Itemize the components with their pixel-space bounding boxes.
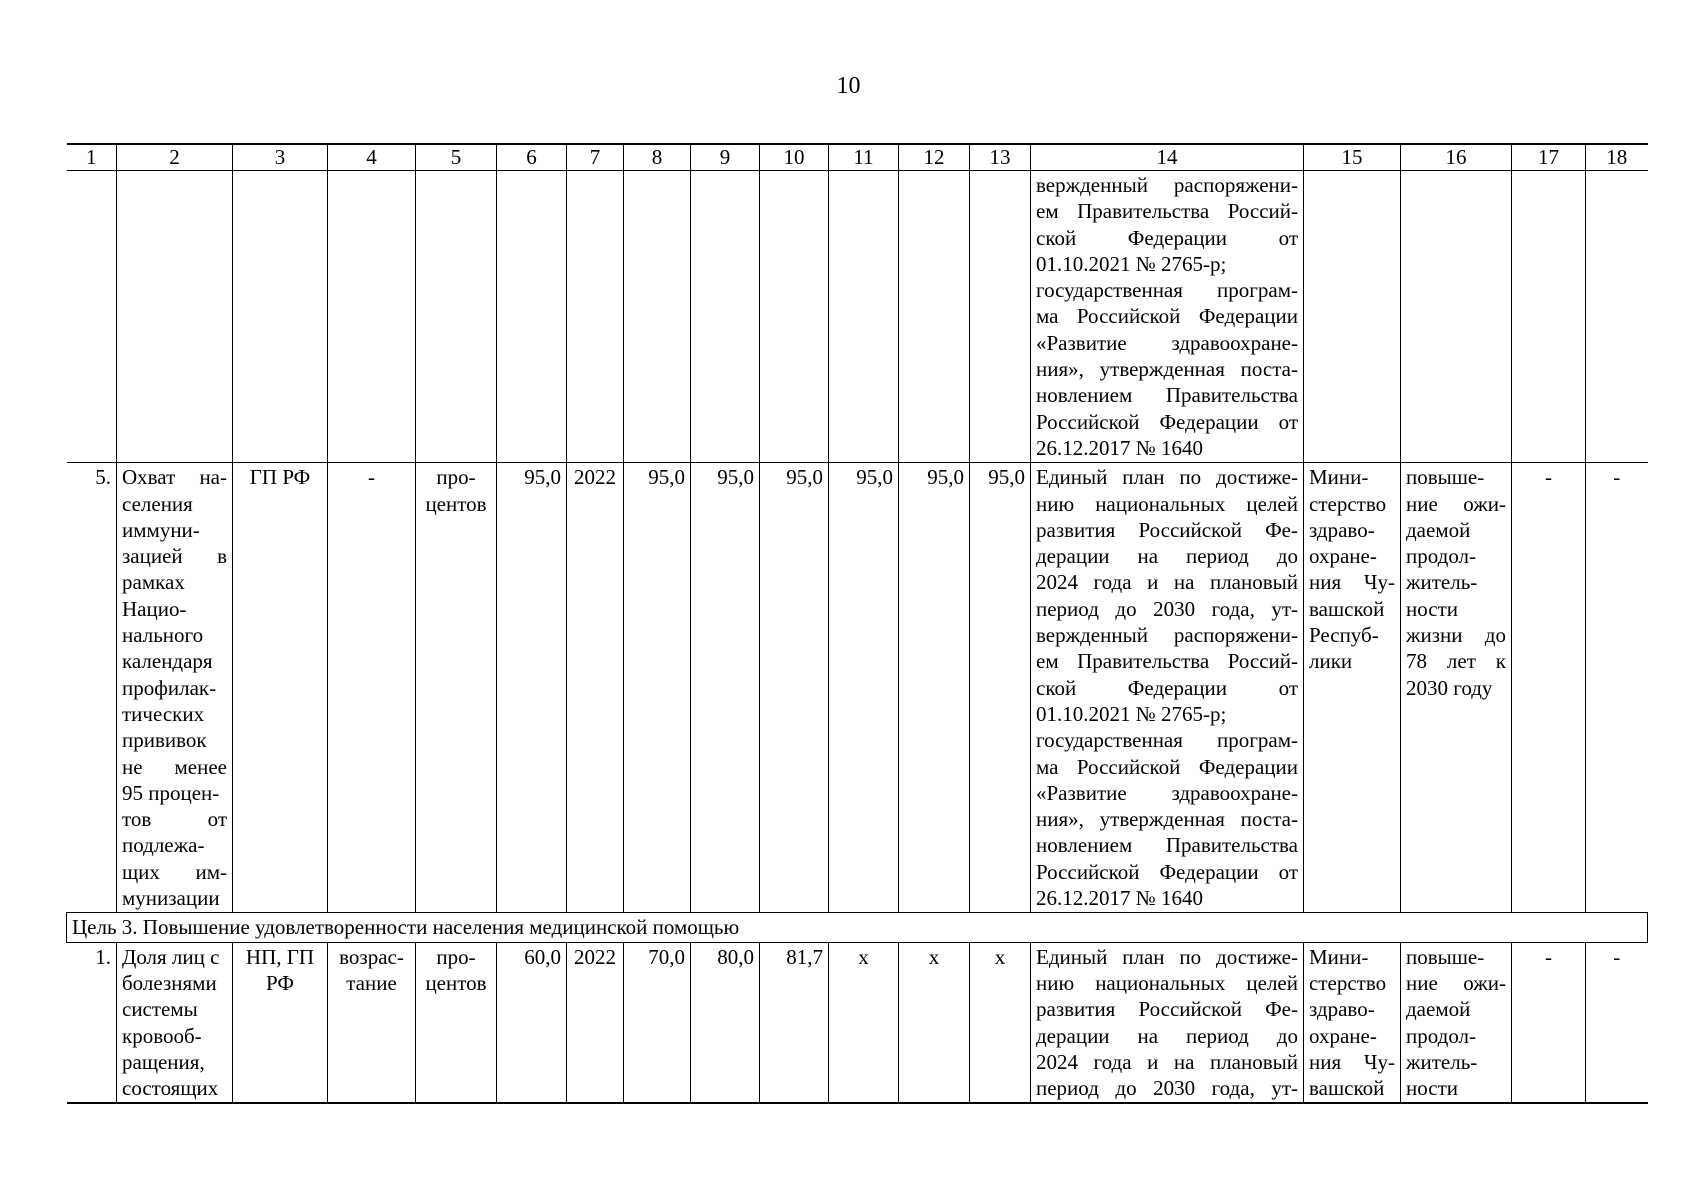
basis-document-cell [1031, 942, 1304, 1103]
table-cell [760, 171, 829, 463]
text-line: повыше- [1406, 944, 1485, 969]
text-line: тических [122, 701, 205, 726]
text-line: новлением Правительства [1036, 833, 1298, 858]
table-cell [624, 171, 691, 463]
value-cell: 95,0 [970, 463, 1031, 913]
col-header: 7 [567, 144, 624, 171]
col-header: 8 [624, 144, 691, 171]
value-cell: 70,0 [624, 942, 691, 1103]
value-cell: х [899, 942, 970, 1103]
col-header: 1 [67, 144, 117, 171]
text-line: Нацио- [122, 596, 187, 621]
text-line: ма Российской Федерации [1036, 754, 1298, 779]
table-cell [1304, 171, 1401, 463]
table-row-indicator-5 [67, 463, 1648, 913]
goal-link-cell [1401, 942, 1512, 1103]
table-row-indicator-1 [67, 942, 1648, 1103]
text-line: рамках [122, 570, 185, 595]
indicator-name-cell [117, 463, 233, 913]
text-line: кровооб- [122, 1023, 202, 1048]
table-cell [1586, 171, 1648, 463]
col-header: 2 [117, 144, 233, 171]
col-header: 16 [1401, 144, 1512, 171]
col-header: 5 [416, 144, 497, 171]
text-line: здраво- [1309, 997, 1375, 1022]
text-line: Охват на- [122, 465, 227, 490]
text-line: житель- [1406, 1049, 1478, 1074]
text-line: ской Федерации от [1036, 675, 1298, 700]
text-line: центов [425, 970, 487, 995]
text-line: селения [122, 491, 193, 516]
text-line: ние ожи- [1406, 491, 1506, 516]
text-line: возрас- [339, 944, 404, 969]
text-line: ния Чу- [1309, 1049, 1395, 1074]
table-cell [328, 171, 416, 463]
col-header: 4 [328, 144, 416, 171]
col-header: 3 [233, 144, 328, 171]
basis-document-cell [1031, 171, 1304, 463]
text-line: государственная програм- [1036, 278, 1298, 303]
text-line: развития Российской Фе- [1036, 517, 1298, 542]
text-line: стерство [1309, 491, 1387, 516]
col-header: 10 [760, 144, 829, 171]
table-cell [567, 171, 624, 463]
table-cell: - [1586, 463, 1648, 913]
text-line: 01.10.2021 № 2765-р; [1036, 701, 1227, 726]
indicator-name-cell [117, 942, 233, 1103]
text-line: вашской [1309, 1076, 1385, 1101]
text-line: тание [346, 970, 397, 995]
text-line: ности [1406, 1076, 1458, 1101]
table-cell: - [1586, 942, 1648, 1103]
value-cell: х [970, 942, 1031, 1103]
text-line: ем Правительства Россий- [1036, 649, 1298, 674]
text-line: НП, ГП [245, 944, 315, 969]
unit-cell [416, 463, 497, 913]
text-line: продол- [1406, 1023, 1477, 1048]
table-cell [233, 171, 328, 463]
responsible-cell [1304, 463, 1401, 913]
text-line: 2024 года и на плановый [1036, 570, 1298, 595]
col-header: 11 [829, 144, 899, 171]
text-line: профилак- [122, 675, 217, 700]
value-cell: 60,0 [497, 942, 567, 1103]
trend-cell: - [328, 463, 416, 913]
text-line: Доля лиц с [122, 944, 220, 969]
text-line: ской Федерации от [1036, 225, 1298, 250]
col-header: 13 [970, 144, 1031, 171]
text-line: ния Чу- [1309, 570, 1395, 595]
text-line: ния», утвержденная поста- [1036, 807, 1298, 832]
text-line: повыше- [1406, 465, 1485, 490]
basis-document-cell [1031, 463, 1304, 913]
text-line: дерации на период до [1036, 1023, 1298, 1048]
text-line: не менее [122, 754, 227, 779]
goal-link-cell [1401, 463, 1512, 913]
text-line: 26.12.2017 № 1640 [1036, 886, 1204, 911]
text-line: период до 2030 года, ут- [1036, 1076, 1298, 1101]
unit-cell [416, 942, 497, 1103]
text-line: Единый план по достиже- [1036, 465, 1298, 490]
text-line: 78 лет к [1406, 649, 1506, 674]
col-header: 14 [1031, 144, 1304, 171]
table-cell [829, 171, 899, 463]
value-cell: 95,0 [899, 463, 970, 913]
responsible-cell [1304, 942, 1401, 1103]
value-cell: 95,0 [497, 463, 567, 913]
text-line: щих им- [122, 859, 227, 884]
text-line: РФ [266, 970, 294, 995]
year-cell: 2022 [567, 463, 624, 913]
text-line: Российской Федерации от [1036, 409, 1298, 434]
table-cell [970, 171, 1031, 463]
text-line: нального [122, 623, 204, 648]
text-line: центов [425, 491, 487, 516]
text-line: ния», утвержденная поста- [1036, 357, 1298, 382]
text-line: ращения, [122, 1049, 205, 1074]
col-header: 9 [691, 144, 760, 171]
table-cell [497, 171, 567, 463]
text-line: даемой [1406, 997, 1471, 1022]
col-header: 6 [497, 144, 567, 171]
value-cell: 95,0 [829, 463, 899, 913]
year-cell: 2022 [567, 942, 624, 1103]
text-line: здраво- [1309, 517, 1375, 542]
text-line: мунизации [122, 886, 220, 911]
table-cell [899, 171, 970, 463]
text-line: нию национальных целей [1036, 970, 1298, 995]
text-line: Российской Федерации от [1036, 859, 1298, 884]
table-cell [1512, 171, 1586, 463]
value-cell: 95,0 [624, 463, 691, 913]
text-line: календаря [122, 649, 213, 674]
text-line: дерации на период до [1036, 544, 1298, 569]
text-line: 01.10.2021 № 2765-р; [1036, 251, 1227, 276]
text-line: прививок [122, 728, 207, 753]
value-cell: 80,0 [691, 942, 760, 1103]
text-line: зацией в [122, 544, 227, 569]
col-header: 12 [899, 144, 970, 171]
text-line: Мини- [1309, 465, 1369, 490]
table-cell [117, 171, 233, 463]
col-header: 18 [1586, 144, 1648, 171]
text-line: нию национальных целей [1036, 491, 1298, 516]
row-number-cell: 5. [67, 463, 117, 913]
text-line: про- [436, 944, 476, 969]
goal-row [67, 913, 1648, 942]
column-number-header-row [67, 144, 1648, 171]
row-number-cell: 1. [67, 942, 117, 1103]
text-line: развития Российской Фе- [1036, 997, 1298, 1022]
indicators-table [66, 143, 1648, 1104]
text-line: 95 процен- [122, 780, 220, 805]
value-cell: 81,7 [760, 942, 829, 1103]
text-line: 2030 году [1406, 675, 1493, 700]
text-line: системы [122, 997, 198, 1022]
table-cell [1401, 171, 1512, 463]
text-line: «Развитие здравоохране- [1036, 780, 1298, 805]
source-cell: ГП РФ [233, 463, 328, 913]
trend-cell [328, 942, 416, 1103]
text-line: ма Российской Федерации [1036, 304, 1298, 329]
text-line: жизни до [1406, 623, 1506, 648]
text-line: Мини- [1309, 944, 1369, 969]
text-line: состоящих [122, 1076, 219, 1101]
text-line: вержденный распоряжени- [1036, 173, 1298, 197]
text-line: охране- [1309, 1023, 1377, 1048]
text-line: ние ожи- [1406, 970, 1506, 995]
text-line: 2024 года и на плановый [1036, 1049, 1298, 1074]
text-line: ем Правительства Россий- [1036, 199, 1298, 224]
source-cell [233, 942, 328, 1103]
text-line: про- [436, 465, 476, 490]
text-line: даемой [1406, 517, 1471, 542]
table-cell [691, 171, 760, 463]
text-line: вержденный распоряжени- [1036, 623, 1298, 648]
text-line: «Развитие здравоохране- [1036, 330, 1298, 355]
text-line: вашской [1309, 596, 1385, 621]
text-line: охране- [1309, 544, 1377, 569]
table-cell: - [1512, 942, 1586, 1103]
table-cell [416, 171, 497, 463]
text-line: подлежа- [122, 833, 205, 858]
text-line: 26.12.2017 № 1640 [1036, 435, 1204, 460]
col-header: 17 [1512, 144, 1586, 171]
page-number: 10 [836, 73, 861, 99]
text-line: Респуб- [1309, 623, 1379, 648]
text-line: житель- [1406, 570, 1478, 595]
value-cell: 95,0 [691, 463, 760, 913]
text-line: иммуни- [122, 517, 200, 542]
table-row-continuation [67, 171, 1648, 463]
table-cell [67, 171, 117, 463]
text-line: лики [1309, 649, 1353, 674]
text-line: ности [1406, 596, 1458, 621]
text-line: стерство [1309, 970, 1387, 995]
col-header: 15 [1304, 144, 1401, 171]
text-line: тов от [122, 807, 227, 832]
table-cell: - [1512, 463, 1586, 913]
text-line: болезнями [122, 970, 217, 995]
value-cell: 95,0 [760, 463, 829, 913]
text-line: государственная програм- [1036, 728, 1298, 753]
value-cell: х [829, 942, 899, 1103]
text-line: период до 2030 года, ут- [1036, 596, 1298, 621]
text-line: продол- [1406, 544, 1477, 569]
text-line: новлением Правительства [1036, 383, 1298, 408]
text-line: Единый план по достиже- [1036, 944, 1298, 969]
goal-heading: Цель 3. Повышение удовлетворенности населения медицинской помощью [67, 913, 1648, 942]
